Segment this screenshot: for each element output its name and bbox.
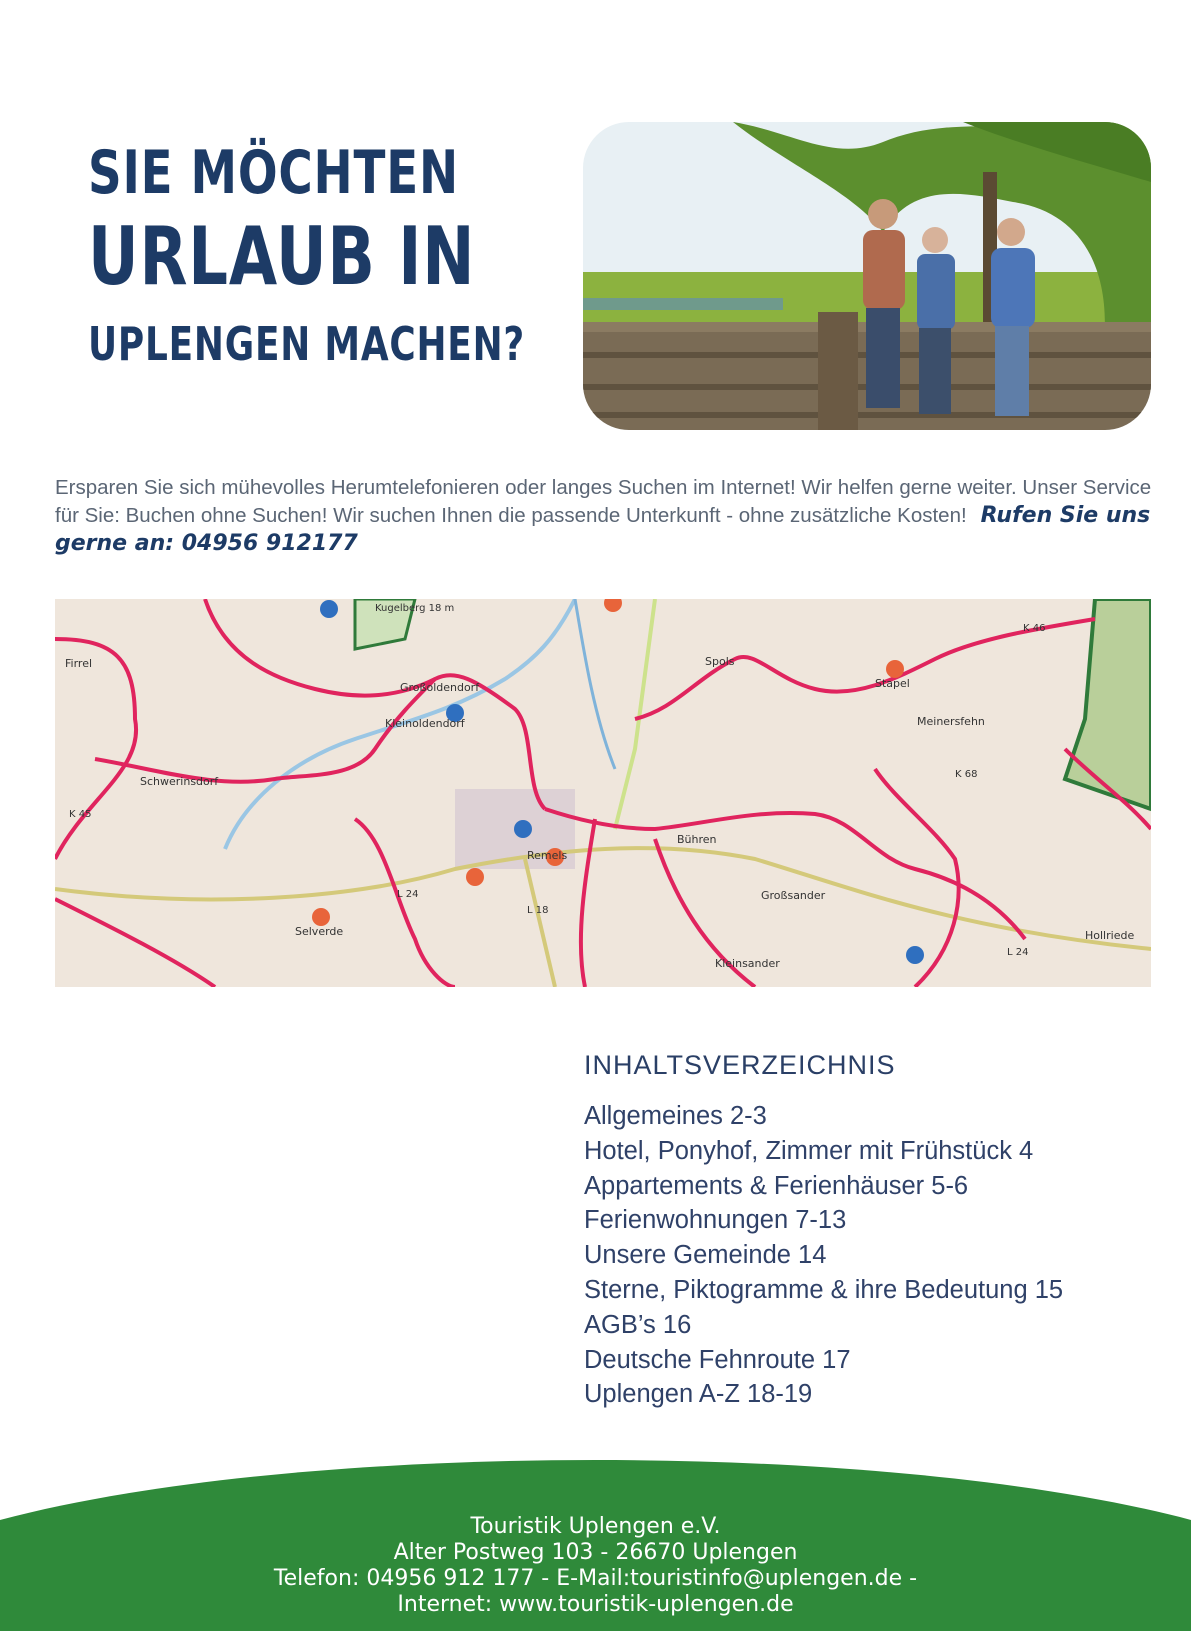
map-place-label: Remels [527,849,568,862]
headline-line-1: SIE MÖCHTEN [88,138,459,208]
photo-illustration [583,122,1151,430]
map-road-label: K 45 [69,809,92,820]
map-place-label: Kleinsander [715,957,780,970]
toc-item[interactable]: Hotel, Ponyhof, Zimmer mit Frühstück 4 [584,1136,1034,1165]
map-place-label: Bühren [677,833,717,846]
hero-photo [583,122,1151,430]
toc-item[interactable]: Unsere Gemeinde 14 [584,1241,827,1270]
headline-line-2: URLAUB IN [88,210,476,303]
map-place-label: Schwerinsdorf [140,775,219,788]
map-place-label: Großoldendorf [400,681,480,694]
footer-website[interactable]: Internet: www.touristik-uplengen.de [397,1592,794,1617]
map-place-label: Hollriede [1085,929,1135,942]
map-place-label: Selverde [295,925,344,938]
headline [88,136,525,384]
headline-line-3: UPLENGEN MACHEN? [88,317,525,371]
map-road-label: L 18 [527,905,549,916]
map-place-label: Meinersfehn [917,715,985,728]
map-place-label: Kugelberg 18 m [375,603,455,614]
route-map [55,599,1151,987]
phone-call-to-action[interactable]: Rufen Sie uns gerne an: 04956 912177 [55,503,1151,556]
map-place-label: Firrel [65,657,93,670]
toc-item[interactable]: Deutsche Fehnroute 17 [584,1345,851,1374]
intro-paragraph [55,474,1155,558]
map-place-label: Stapel [875,677,910,690]
toc-item[interactable]: Allgemeines 2-3 [584,1102,767,1130]
map-road-label: K 68 [955,769,978,780]
intro-text: Ersparen Sie sich mühevolles Herumtelefonieren oder langes Suchen im Internet! Wir helfen gerne weiter. Unser Service für Sie: Buchen ohne Suchen! Wir suchen Ihnen die passende Unterkunft - ohne zusätzliche Kosten! [55,476,1152,527]
toc-item[interactable]: Uplengen A-Z 18-19 [584,1380,813,1409]
map-road-label: L 24 [1007,947,1029,958]
map-road-label: K 46 [1023,623,1046,634]
map-road-label: L 24 [397,889,419,900]
footer-address: Alter Postweg 103 - 26670 Uplengen [393,1540,798,1565]
map-place-label: Spols [705,655,735,668]
footer-contact-line[interactable]: Telefon: 04956 912 177 - E-Mail:touristinfo@uplengen.de - [273,1566,918,1591]
toc-item[interactable]: Appartements & Ferienhäuser 5-6 [584,1171,969,1200]
toc-item[interactable]: Sterne, Piktogramme & ihre Bedeutung 15 [584,1275,1064,1304]
map-place-label: Kleinoldendorf [385,717,465,730]
toc-title: INHALTSVERZEICHNIS [584,1050,896,1080]
table-of-contents [584,1050,1144,1412]
map-place-label: Großsander [761,889,826,902]
toc-item[interactable]: AGB’s 16 [584,1310,692,1339]
footer-contact [0,1514,1191,1618]
footer-org: Touristik Uplengen e.V. [470,1514,721,1539]
toc-item[interactable]: Ferienwohnungen 7-13 [584,1206,847,1235]
